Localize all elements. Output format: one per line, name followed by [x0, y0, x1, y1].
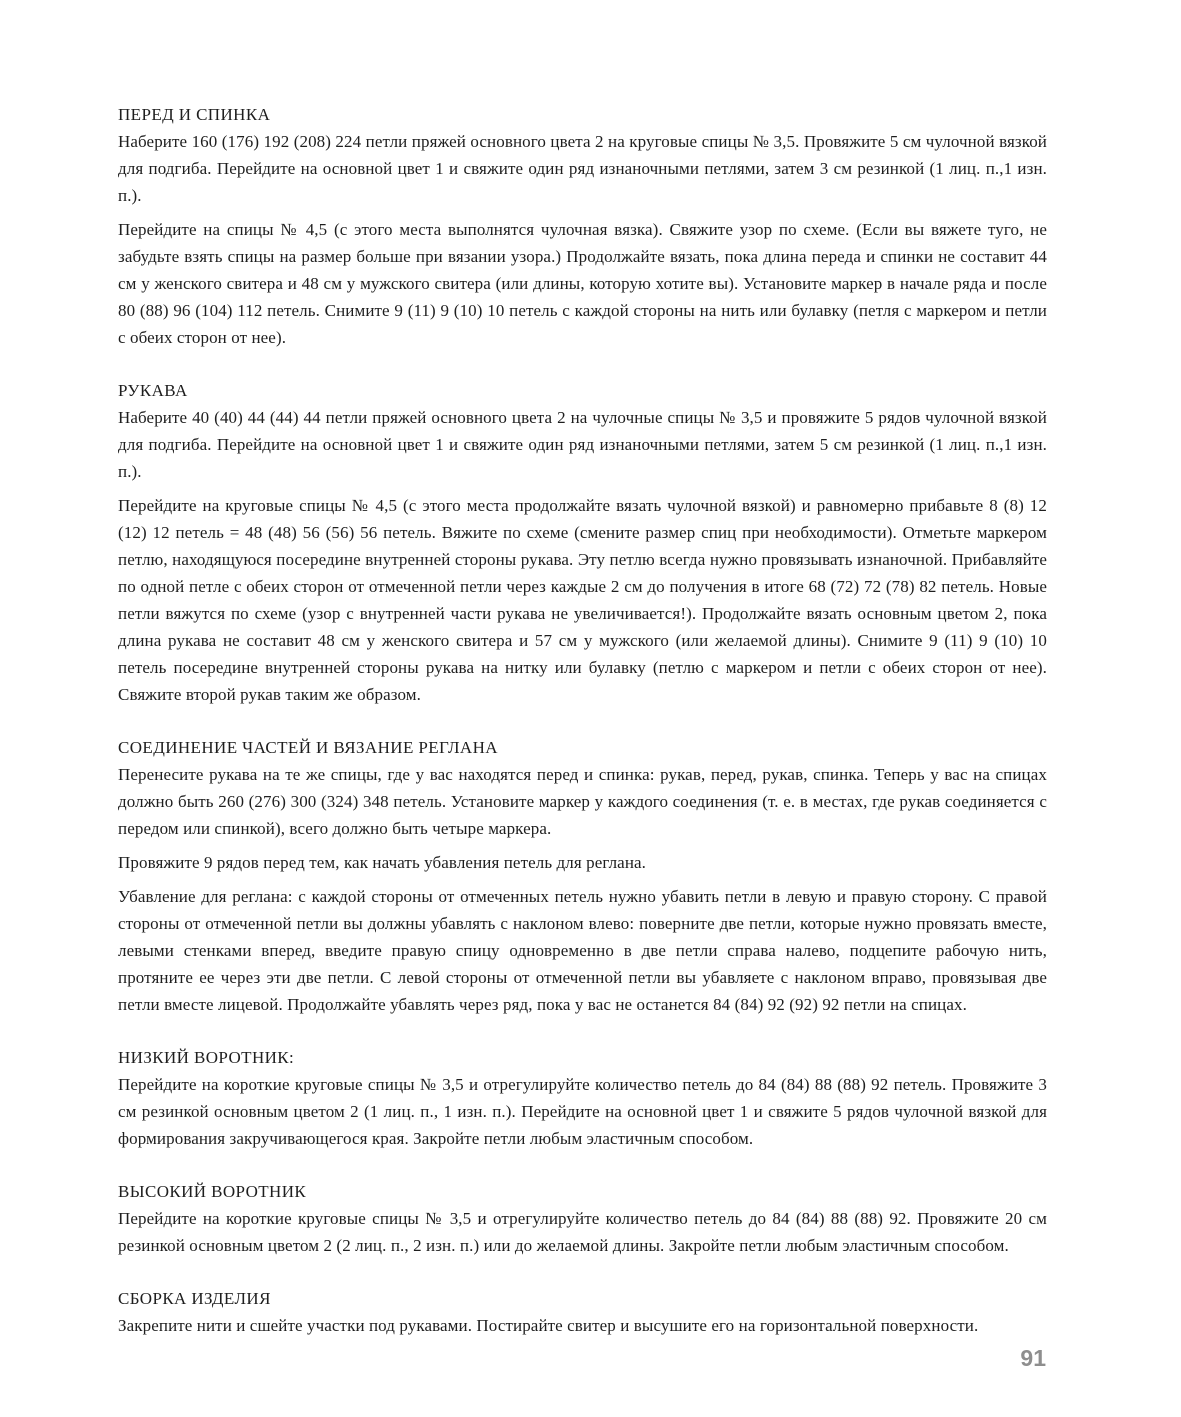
paragraph: Перенесите рукава на те же спицы, где у вас находятся перед и спинка: рукав, перед, рукав, спинка. Теперь у вас на спицах должно быть 260 (276) 300 (324) 348 петель. Установите маркер у каждого соединения (т. е. в местах, где рукав соединяется с передом или спинкой), всего должно быть четыре маркера.: [118, 765, 1047, 838]
paragraph: Наберите 160 (176) 192 (208) 224 петли пряжей основного цвета 2 на круговые спицы № 3,5. Провяжите 5 см чулочной вязкой для подгиба. Перейдите на основной цвет 1 и свяжите один ряд изнаночными петлями, затем 3 см резинкой (1 лиц. п.,1 изн. п.).: [118, 132, 1047, 205]
section-heading: РУКАВА: [118, 381, 188, 400]
section-front-and-back: [118, 101, 1047, 351]
paragraph: Перейдите на круговые спицы № 4,5 (с этого места продолжайте вязать чулочной вязкой) и равномерно прибавьте 8 (8) 12 (12) 12 петель = 48 (48) 56 (56) 56 петель. Вяжите по схеме (смените размер спиц при необходимости). Отметьте маркером петлю, находящуюся посередине внутренней стороны рукава. Эту петлю всегда нужно провязывать изнаночной. Прибавляйте по одной петле с обеих сторон от отмеченной петли через каждые 2 см до получения в итоге 68 (72) 72 (78) 82 петель. Новые петли вяжутся по схеме (узор с внутренней части рукава не увеличивается!). Продолжайте вязать основным цветом 2, пока длина рукава не составит 48 см у женского свитера и 57 см у мужского (или желаемой длины). Снимите 9 (11) 9 (10) 10 петель посередине внутренней стороны рукава на нитку или булавку (петлю с маркером и петли с обеих сторон от нее). Свяжите второй рукав таким же образом.: [118, 496, 1047, 704]
section-heading: СОЕДИНЕНИЕ ЧАСТЕЙ И ВЯЗАНИЕ РЕГЛАНА: [118, 738, 498, 757]
section-heading: НИЗКИЙ ВОРОТНИК:: [118, 1048, 295, 1067]
section-finishing: [118, 1285, 1047, 1339]
paragraph: Перейдите на короткие круговые спицы № 3,5 и отрегулируйте количество петель до 84 (84) 88 (88) 92. Провяжите 20 см резинкой основным цветом 2 (2 лиц. п., 2 изн. п.) или до желаемой длины. Закройте петли любым эластичным способом.: [118, 1209, 1047, 1255]
page-number: 91: [1020, 1345, 1046, 1371]
section-heading: СБОРКА ИЗДЕЛИЯ: [118, 1289, 271, 1308]
section-heading: ПЕРЕД И СПИНКА: [118, 105, 271, 124]
section-heading: ВЫСОКИЙ ВОРОТНИК: [118, 1182, 307, 1201]
section-high-collar: [118, 1178, 1047, 1259]
section-sleeves: [118, 377, 1047, 708]
paragraph: Убавление для реглана: с каждой стороны от отмеченных петель нужно убавить петли в левую и правую сторону. С правой стороны от отмеченной петли вы должны убавлять с наклоном влево: поверните две петли, которые нужно провязать вместе, левыми стенками вперед, введите правую спицу одновременно в две петли справа налево, подцепите рабочую нить, протяните ее через эти две петли. С левой стороны от отмеченной петли вы убавляете с наклоном вправо, провязывая две петли вместе лицевой. Продолжайте убавлять через ряд, пока у вас не останется 84 (84) 92 (92) 92 петли на спицах.: [118, 887, 1047, 1014]
paragraph: Провяжите 9 рядов перед тем, как начать убавления петель для реглана.: [118, 853, 647, 872]
paragraph: Наберите 40 (40) 44 (44) 44 петли пряжей основного цвета 2 на чулочные спицы № 3,5 и провяжите 5 рядов чулочной вязкой для подгиба. Перейдите на основной цвет 1 и свяжите один ряд изнаночными петлями, затем 5 см резинкой (1 лиц. п.,1 изн. п.).: [118, 408, 1047, 481]
paragraph: Перейдите на короткие круговые спицы № 3,5 и отрегулируйте количество петель до 84 (84) 88 (88) 92 петель. Провяжите 3 см резинкой основным цветом 2 (1 лиц. п., 1 изн. п.). Перейдите на основной цвет 1 и свяжите 5 рядов чулочной вязкой для формирования закручивающегося края. Закройте петли любым эластичным способом.: [118, 1075, 1047, 1148]
section-joining-and-raglan: [118, 734, 1047, 1018]
pattern-instructions: [118, 101, 1047, 1339]
section-low-collar: [118, 1044, 1047, 1152]
paragraph: Перейдите на спицы № 4,5 (с этого места выполнятся чулочная вязка). Свяжите узор по схеме. (Если вы вяжете туго, не забудьте взять спицы на размер больше при вязании узора.) Продолжайте вязать, пока длина переда и спинки не составит 44 см у женского свитера и 48 см у мужского свитера (или длины, которую хотите вы). Установите маркер в начале ряда и после 80 (88) 96 (104) 112 петель. Снимите 9 (11) 9 (10) 10 петель с каждой стороны на нить или булавку (петля с маркером и петли с обеих сторон от нее).: [118, 220, 1047, 347]
paragraph: Закрепите нити и сшейте участки под рукавами. Постирайте свитер и высушите его на горизонтальной поверхности.: [118, 1316, 979, 1335]
